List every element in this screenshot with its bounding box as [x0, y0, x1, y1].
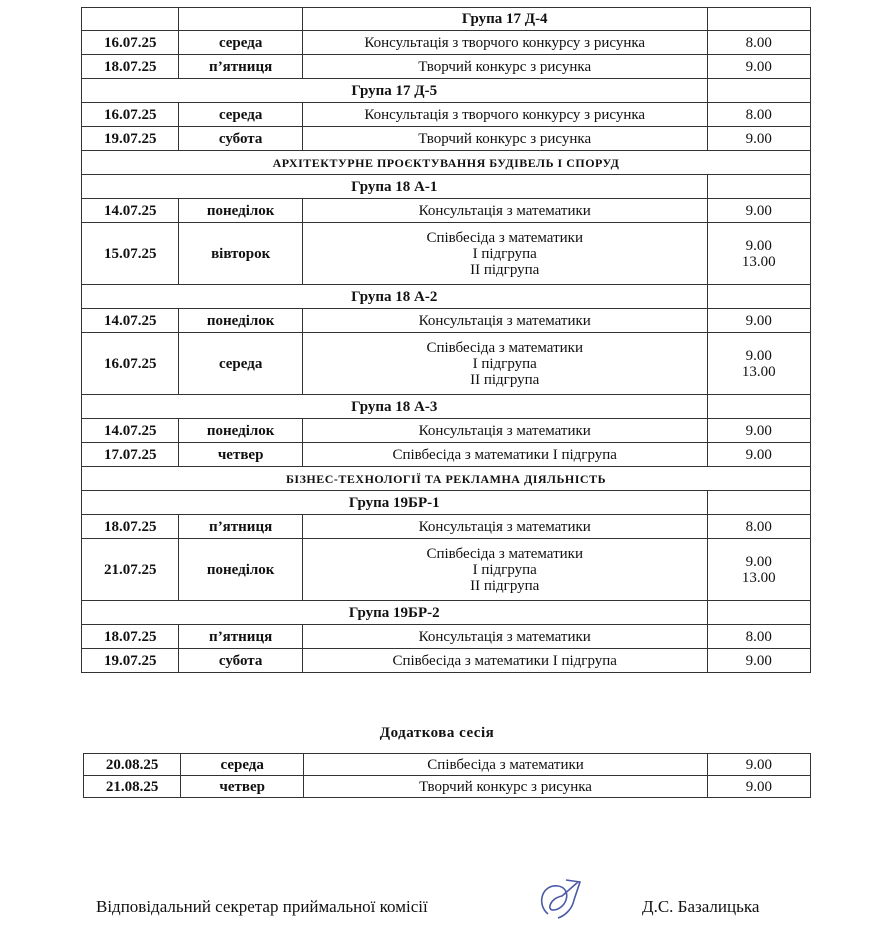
- empty-cell: [707, 491, 810, 515]
- date-cell: 14.07.25: [82, 199, 179, 223]
- empty-cell: [707, 601, 810, 625]
- signature-icon: [528, 874, 588, 922]
- table-row: [82, 309, 811, 333]
- schedule-table: [81, 7, 811, 673]
- day-cell: понеділок: [179, 309, 303, 333]
- day-cell: п’ятниця: [179, 55, 303, 79]
- day-cell: п’ятниця: [179, 515, 303, 539]
- time-line: 8.00: [745, 518, 772, 535]
- group-header-row: [82, 285, 811, 309]
- date-cell: 18.07.25: [82, 55, 179, 79]
- event-line: Співбесіда з математики: [426, 339, 583, 356]
- table-row: [82, 223, 811, 285]
- time-cell: [707, 55, 810, 79]
- event-cell: [302, 55, 707, 79]
- date-cell: 18.07.25: [82, 515, 179, 539]
- table-row: [84, 754, 811, 776]
- day-cell: понеділок: [179, 419, 303, 443]
- time-line: 9.00: [745, 202, 772, 219]
- time-line: 9.00: [745, 130, 772, 147]
- group-header-row: [82, 8, 811, 31]
- date-cell: 14.07.25: [82, 309, 179, 333]
- day-cell: понеділок: [179, 199, 303, 223]
- event-cell: [302, 649, 707, 673]
- event-cell: [302, 333, 707, 395]
- event-cell: [302, 199, 707, 223]
- table-row: [82, 649, 811, 673]
- time-line: 9.00: [745, 422, 772, 439]
- time-line: 8.00: [745, 628, 772, 645]
- table-row: [82, 199, 811, 223]
- time-cell: [707, 309, 810, 333]
- group-header-row: [82, 175, 811, 199]
- time-line: 13.00: [741, 253, 776, 270]
- signatory-name: Д.С. Базалицька: [642, 897, 760, 916]
- event-line: Творчий конкурс з рисунка: [418, 130, 592, 147]
- day-cell: субота: [179, 649, 303, 673]
- event-cell: [302, 309, 707, 333]
- time-cell: [707, 625, 810, 649]
- group-header-row: [82, 79, 811, 103]
- table-row: [84, 776, 811, 798]
- time-line: 8.00: [745, 106, 772, 123]
- table-row: [82, 443, 811, 467]
- empty-cell: [179, 8, 303, 31]
- day-cell: субота: [179, 127, 303, 151]
- empty-cell: [707, 175, 810, 199]
- group-label: Група 19БР-1: [82, 491, 708, 515]
- date-cell: 17.07.25: [82, 443, 179, 467]
- day-cell: четвер: [179, 443, 303, 467]
- time-cell: 9.00: [707, 776, 810, 798]
- section-label: АРХІТЕКТУРНЕ ПРОЄКТУВАННЯ БУДІВЕЛЬ І СПОРУД: [82, 151, 811, 175]
- table-row: [82, 515, 811, 539]
- event-line: Консультація з математики: [418, 628, 591, 645]
- event-line: Співбесіда з математики І підгрупа: [392, 652, 617, 669]
- table-row: [82, 333, 811, 395]
- event-cell: Співбесіда з математики: [304, 754, 708, 776]
- event-cell: [302, 127, 707, 151]
- group-header-row: [82, 491, 811, 515]
- time-line: 9.00: [745, 237, 772, 254]
- date-cell: 20.08.25: [84, 754, 181, 776]
- event-cell: [302, 625, 707, 649]
- event-cell: Творчий конкурс з рисунка: [304, 776, 708, 798]
- event-line: Співбесіда з математики: [426, 229, 583, 246]
- group-label: Група 18 А-1: [82, 175, 708, 199]
- time-line: 9.00: [745, 652, 772, 669]
- day-cell: середа: [179, 31, 303, 55]
- group-label: Група 18 А-3: [82, 395, 708, 419]
- event-line: Творчий конкурс з рисунка: [418, 58, 592, 75]
- empty-cell: [82, 8, 179, 31]
- time-cell: [707, 103, 810, 127]
- table-row: [82, 103, 811, 127]
- event-line: І підгрупа: [472, 561, 537, 578]
- time-line: 13.00: [741, 569, 776, 586]
- time-cell: [707, 515, 810, 539]
- empty-cell: [707, 395, 810, 419]
- time-line: 9.00: [745, 58, 772, 75]
- extra-session-title: Додаткова сесія: [379, 725, 495, 741]
- date-cell: 21.08.25: [84, 776, 181, 798]
- date-cell: 15.07.25: [82, 223, 179, 285]
- group-label: Група 17 Д-4: [302, 8, 707, 31]
- event-line: ІІ підгрупа: [470, 577, 540, 594]
- group-header-row: [82, 395, 811, 419]
- group-header-row: [82, 601, 811, 625]
- event-cell: [302, 103, 707, 127]
- event-cell: [302, 419, 707, 443]
- time-cell: [707, 419, 810, 443]
- table-row: [82, 625, 811, 649]
- day-cell: вівторок: [179, 223, 303, 285]
- time-cell: [707, 127, 810, 151]
- time-cell: [707, 199, 810, 223]
- event-cell: [302, 539, 707, 601]
- day-cell: середа: [179, 103, 303, 127]
- event-line: Співбесіда з математики І підгрупа: [392, 446, 617, 463]
- time-cell: [707, 31, 810, 55]
- date-cell: 16.07.25: [82, 333, 179, 395]
- event-line: І підгрупа: [472, 355, 537, 372]
- date-cell: 21.07.25: [82, 539, 179, 601]
- date-cell: 18.07.25: [82, 625, 179, 649]
- event-cell: [302, 515, 707, 539]
- section-label: БІЗНЕС-ТЕХНОЛОГІЇ ТА РЕКЛАМНА ДІЯЛЬНІСТЬ: [82, 467, 811, 491]
- event-line: ІІ підгрупа: [470, 371, 540, 388]
- event-cell: [302, 223, 707, 285]
- day-cell: середа: [181, 754, 304, 776]
- group-label: Група 18 А-2: [82, 285, 708, 309]
- section-header-row: [82, 151, 811, 175]
- signatory-position: Відповідальний секретар приймальної комісії: [96, 897, 428, 916]
- event-line: І підгрупа: [472, 245, 537, 262]
- table-row: [82, 539, 811, 601]
- date-cell: 14.07.25: [82, 419, 179, 443]
- time-cell: [707, 539, 810, 601]
- event-line: Консультація з творчого конкурсу з рисунка: [364, 106, 646, 123]
- section-header-row: [82, 467, 811, 491]
- group-label: Група 17 Д-5: [82, 79, 708, 103]
- empty-cell: [707, 79, 810, 103]
- table-row: [82, 127, 811, 151]
- time-line: 9.00: [745, 446, 772, 463]
- event-line: Консультація з математики: [418, 422, 591, 439]
- time-cell: [707, 649, 810, 673]
- day-cell: середа: [179, 333, 303, 395]
- table-row: [82, 55, 811, 79]
- event-line: ІІ підгрупа: [470, 261, 540, 278]
- time-line: 8.00: [745, 34, 772, 51]
- time-cell: [707, 223, 810, 285]
- event-line: Консультація з творчого конкурсу з рисунка: [364, 34, 646, 51]
- date-cell: 16.07.25: [82, 103, 179, 127]
- event-line: Консультація з математики: [418, 312, 591, 329]
- time-line: 9.00: [745, 347, 772, 364]
- time-cell: 9.00: [707, 754, 810, 776]
- event-line: Консультація з математики: [418, 202, 591, 219]
- empty-cell: [707, 8, 810, 31]
- table-row: [82, 31, 811, 55]
- day-cell: понеділок: [179, 539, 303, 601]
- extra-session-table: [83, 753, 811, 798]
- group-label: Група 19БР-2: [82, 601, 708, 625]
- day-cell: четвер: [181, 776, 304, 798]
- date-cell: 19.07.25: [82, 649, 179, 673]
- event-line: Співбесіда з математики: [426, 545, 583, 562]
- time-cell: [707, 443, 810, 467]
- table-row: [82, 419, 811, 443]
- time-line: 13.00: [741, 363, 776, 380]
- event-cell: [302, 443, 707, 467]
- date-cell: 16.07.25: [82, 31, 179, 55]
- time-cell: [707, 333, 810, 395]
- event-line: Консультація з математики: [418, 518, 591, 535]
- date-cell: 19.07.25: [82, 127, 179, 151]
- day-cell: п’ятниця: [179, 625, 303, 649]
- empty-cell: [707, 285, 810, 309]
- time-line: 9.00: [745, 312, 772, 329]
- time-line: 9.00: [745, 553, 772, 570]
- event-cell: [302, 31, 707, 55]
